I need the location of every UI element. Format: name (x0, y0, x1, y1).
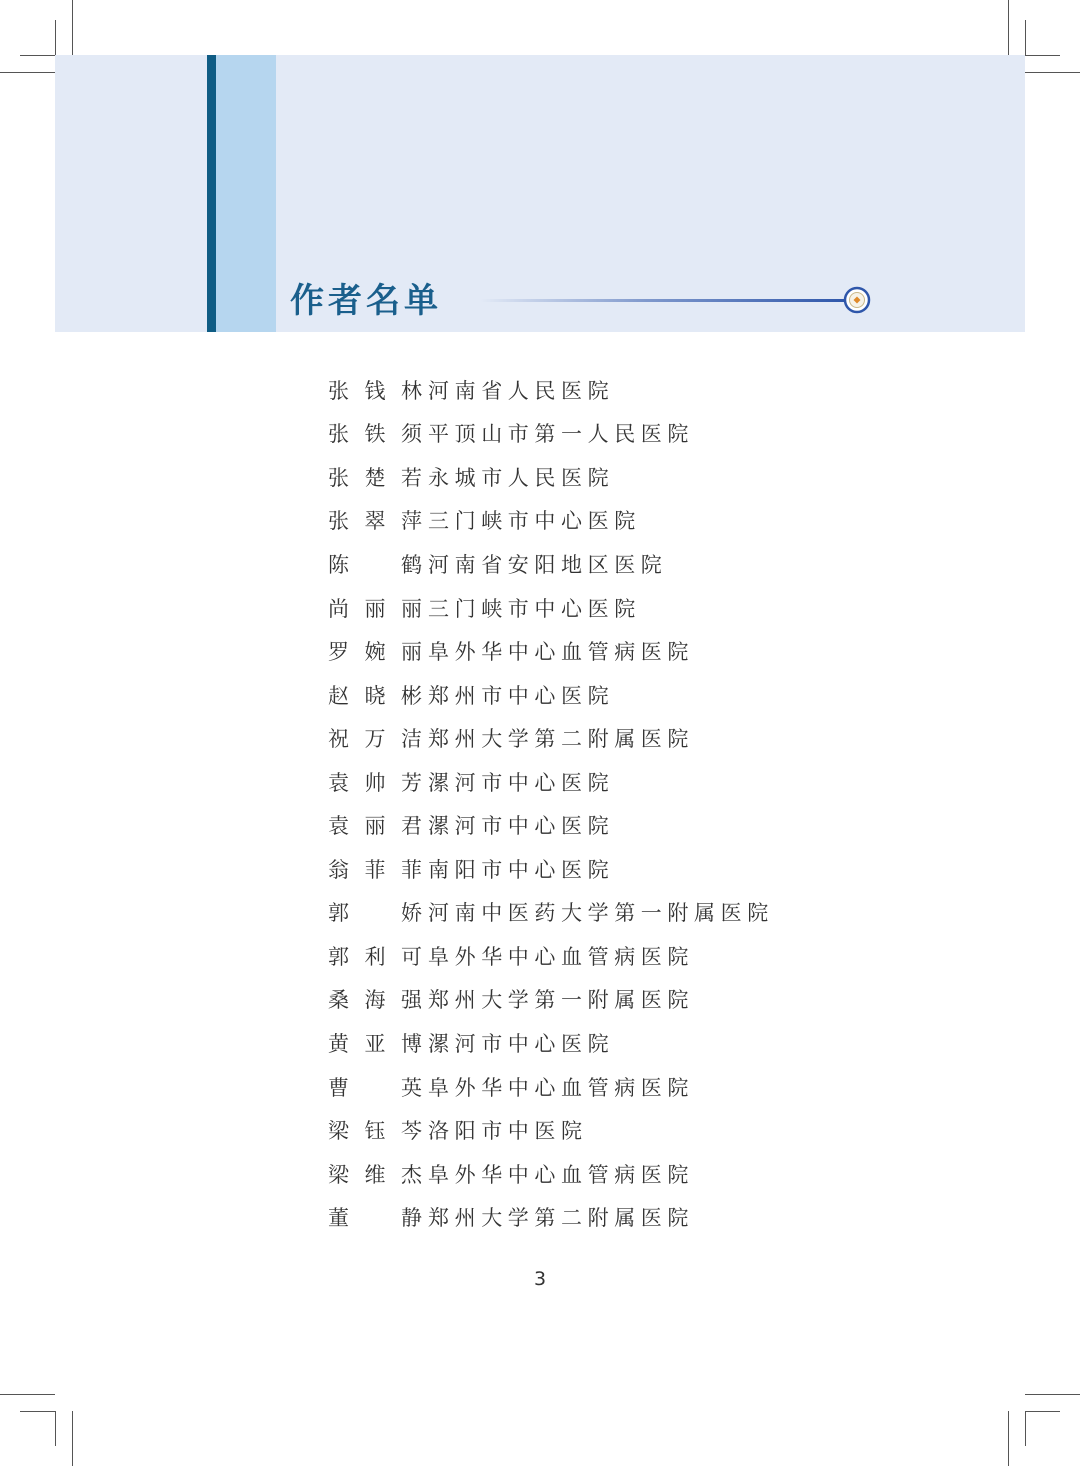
target-ornament-icon (843, 286, 871, 314)
section-title: 作者名单 (290, 281, 442, 321)
crop-mark (20, 55, 55, 56)
crop-mark (1025, 1411, 1026, 1446)
author-name: 曹 英 (328, 1075, 428, 1100)
author-row (328, 716, 774, 760)
author-name: 张钱林 (328, 378, 428, 403)
crop-mark (1025, 72, 1080, 73)
author-affiliation: 河南中医药大学第一附属医院 (428, 901, 774, 926)
author-affiliation: 阜外华中心血管病医院 (428, 944, 694, 969)
crop-mark (1008, 1411, 1009, 1466)
author-list (328, 368, 774, 1239)
author-affiliation: 三门峡市中心医院 (428, 509, 641, 534)
author-affiliation: 阜外华中心血管病医院 (428, 1162, 694, 1187)
author-row (328, 542, 774, 586)
author-name: 郭 娇 (328, 901, 428, 926)
author-row (328, 803, 774, 847)
author-affiliation: 平顶山市第一人民医院 (428, 422, 694, 447)
header-accent-column (216, 55, 276, 332)
author-row (328, 499, 774, 543)
author-row (328, 1195, 774, 1239)
author-row (328, 455, 774, 499)
author-affiliation: 河南省人民医院 (428, 378, 615, 403)
author-affiliation: 漯河市中心医院 (428, 770, 615, 795)
header-accent-bar (207, 55, 216, 332)
author-row (328, 1152, 774, 1196)
author-row (328, 978, 774, 1022)
author-name: 祝万洁 (328, 727, 428, 752)
author-name: 张楚若 (328, 465, 428, 490)
author-row (328, 934, 774, 978)
crop-mark (55, 1411, 56, 1446)
title-rule (480, 299, 848, 302)
author-name: 郭利可 (328, 944, 428, 969)
page-number: 3 (533, 1268, 547, 1290)
author-affiliation: 郑州大学第一附属医院 (428, 988, 694, 1013)
author-name: 梁维杰 (328, 1162, 428, 1187)
header-band (55, 55, 1025, 332)
crop-mark (72, 1411, 73, 1466)
author-name: 桑海强 (328, 988, 428, 1013)
author-row (328, 412, 774, 456)
crop-mark (1025, 1394, 1080, 1395)
author-row (328, 760, 774, 804)
author-name: 赵晓彬 (328, 683, 428, 708)
author-row (328, 629, 774, 673)
author-row (328, 1065, 774, 1109)
author-name: 罗婉丽 (328, 640, 428, 665)
crop-mark (1008, 0, 1009, 55)
author-affiliation: 南阳市中心医院 (428, 857, 615, 882)
author-name: 董 静 (328, 1206, 428, 1231)
author-name: 张翠萍 (328, 509, 428, 534)
author-name: 陈 鹤 (328, 552, 428, 577)
author-row (328, 1021, 774, 1065)
author-name: 黄亚博 (328, 1031, 428, 1056)
author-affiliation: 漯河市中心医院 (428, 1031, 615, 1056)
crop-mark (0, 72, 55, 73)
author-row (328, 673, 774, 717)
author-affiliation: 漯河市中心医院 (428, 814, 615, 839)
author-name: 翁菲菲 (328, 857, 428, 882)
author-name: 张铁须 (328, 422, 428, 447)
author-row (328, 891, 774, 935)
author-row (328, 368, 774, 412)
author-affiliation: 三门峡市中心医院 (428, 596, 641, 621)
author-row (328, 847, 774, 891)
author-affiliation: 郑州大学第二附属医院 (428, 1206, 694, 1231)
crop-mark (1025, 20, 1026, 55)
author-row (328, 1108, 774, 1152)
crop-mark (72, 0, 73, 55)
crop-mark (55, 20, 56, 55)
author-affiliation: 阜外华中心血管病医院 (428, 1075, 694, 1100)
author-name: 尚丽丽 (328, 596, 428, 621)
crop-mark (20, 1411, 55, 1412)
author-name: 梁钰芩 (328, 1119, 428, 1144)
author-name: 袁帅芳 (328, 770, 428, 795)
author-name: 袁丽君 (328, 814, 428, 839)
crop-mark (1025, 55, 1060, 56)
author-affiliation: 永城市人民医院 (428, 465, 615, 490)
author-affiliation: 洛阳市中医院 (428, 1119, 588, 1144)
crop-mark (0, 1394, 55, 1395)
author-affiliation: 阜外华中心血管病医院 (428, 640, 694, 665)
author-affiliation: 郑州大学第二附属医院 (428, 727, 694, 752)
author-affiliation: 河南省安阳地区医院 (428, 552, 668, 577)
crop-mark (1025, 1411, 1060, 1412)
author-row (328, 586, 774, 630)
author-affiliation: 郑州市中心医院 (428, 683, 615, 708)
